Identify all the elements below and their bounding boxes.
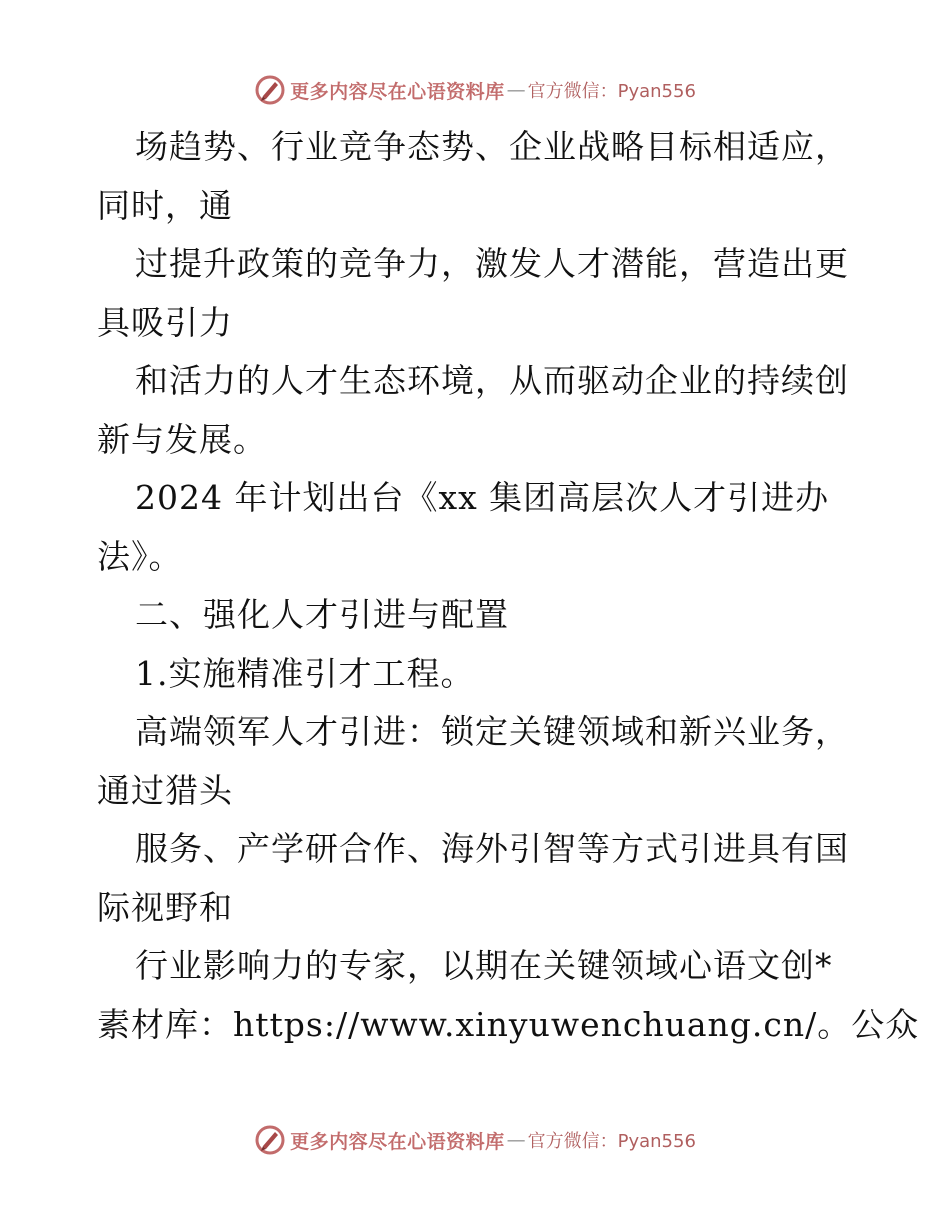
body-line: 服务、产学研合作、海外引智等方式引进具有国	[135, 829, 849, 868]
pen-circle-logo-icon	[254, 74, 286, 106]
footer-separator: —	[506, 1129, 526, 1151]
header-site-text: 更多内容尽在心语资料库	[290, 80, 505, 103]
body-line: 际视野和	[97, 887, 233, 927]
footer-site-text: 更多内容尽在心语资料库	[290, 1130, 505, 1153]
body-line: 行业影响力的专家，以期在关键领域心语文创*	[135, 946, 833, 985]
body-line: 通过猎头	[97, 770, 233, 810]
body-line: 具吸引力	[97, 302, 233, 342]
body-line: 和活力的人才生态环境，从而驱动企业的持续创	[135, 361, 849, 400]
body-line: 法》。	[97, 536, 183, 576]
pen-circle-logo-icon	[254, 1124, 286, 1156]
header-separator: —	[506, 79, 526, 101]
body-line: 素材库：https://www.xinyuwenchuang.cn/。公众	[97, 1004, 920, 1044]
header-banner	[0, 70, 950, 110]
document-body	[97, 118, 920, 1054]
body-line: 过提升政策的竞争力，激发人才潜能，营造出更	[135, 244, 849, 283]
body-line: 新与发展。	[97, 419, 267, 459]
subsection-heading: 1.实施精准引才工程。	[135, 653, 475, 693]
footer-banner	[0, 1120, 950, 1160]
footer-wechat-text: 官方微信：Pyan556	[527, 1131, 696, 1152]
body-line: 场趋势、行业竞争态势、企业战略目标相适应，	[135, 127, 849, 166]
body-line: 同时，通	[97, 185, 233, 225]
body-line: 2024 年计划出台《xx 集团高层次人才引进办	[135, 478, 830, 517]
header-wechat-text: 官方微信：Pyan556	[527, 81, 696, 102]
section-heading: 二、强化人才引进与配置	[135, 595, 509, 634]
body-line: 高端领军人才引进：锁定关键领域和新兴业务，	[135, 712, 849, 751]
